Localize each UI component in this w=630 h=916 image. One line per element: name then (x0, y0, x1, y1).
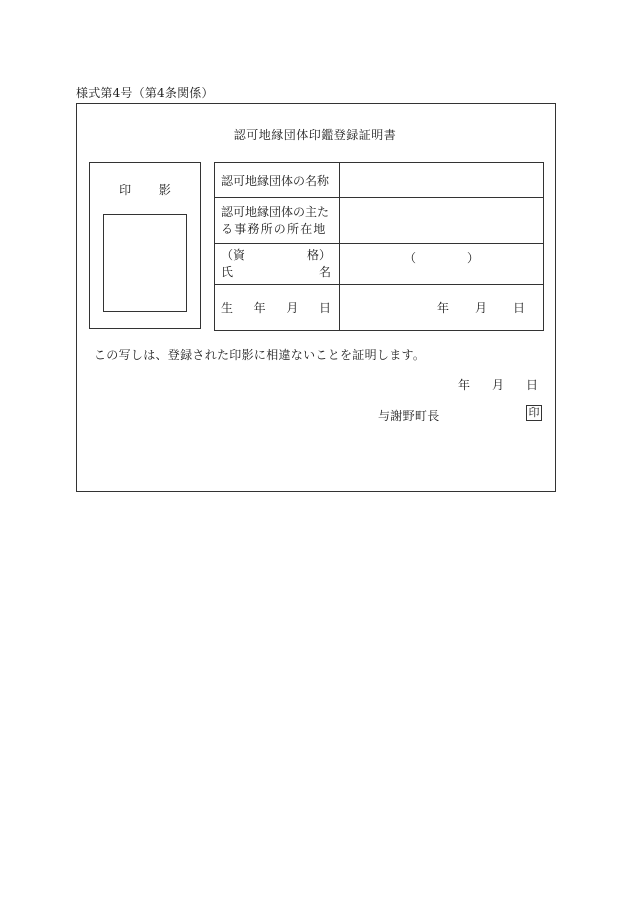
office-address-label-line: る事務所の所在地 (221, 221, 327, 236)
date-char: 日 (526, 378, 539, 392)
representative-name-label (221, 264, 339, 281)
qualification-parentheses (340, 249, 543, 266)
table-row (215, 244, 544, 285)
date-char: 日 (512, 301, 525, 315)
representative-value (340, 244, 544, 285)
office-address-value (340, 198, 544, 244)
label-char: 生 (221, 301, 234, 315)
seal-label-char: 影 (158, 183, 171, 197)
date-char: 月 (492, 378, 505, 392)
organization-name-label: 認可地縁団体の名称 (215, 163, 340, 198)
seal-label-char: 印 (119, 183, 132, 197)
label-part: （資 (221, 248, 246, 262)
date-char: 月 (474, 301, 487, 315)
certification-statement: この写しは、登録された印影に相違ないことを証明します。 (94, 348, 426, 362)
label-part: 氏 (221, 265, 234, 279)
issue-date (458, 376, 538, 393)
organization-name-value (340, 163, 544, 198)
form-number: 様式第4号（第4条関係） (76, 86, 214, 100)
birth-date-label (215, 285, 340, 331)
date-char: 年 (458, 378, 471, 392)
table-row (215, 285, 544, 331)
birth-date-label-chars (221, 299, 339, 316)
label-part: 名 (318, 265, 331, 279)
seal-impression-label (89, 181, 201, 198)
label-part: 格） (306, 248, 331, 262)
date-char: 年 (436, 301, 449, 315)
label-char: 日 (318, 301, 331, 315)
office-address-label-line: 認可地縁団体の主た (221, 204, 330, 219)
seal-impression-area (103, 214, 187, 312)
table-row (215, 198, 544, 244)
representative-qualification-label (221, 247, 339, 264)
mayor-title: 与謝野町長 (378, 409, 440, 423)
official-seal-mark: 印 (526, 405, 542, 421)
representative-label (215, 244, 340, 285)
paren-close: ） (466, 250, 479, 265)
table-row (215, 163, 544, 198)
label-char: 月 (286, 301, 299, 315)
birth-date-value (340, 285, 544, 331)
registration-info-table (214, 162, 544, 331)
office-address-label (215, 198, 340, 244)
paren-open: （ (404, 250, 417, 265)
birth-date-chars (340, 299, 543, 316)
label-char: 年 (253, 301, 266, 315)
certificate-title: 認可地縁団体印鑑登録証明書 (233, 128, 397, 142)
